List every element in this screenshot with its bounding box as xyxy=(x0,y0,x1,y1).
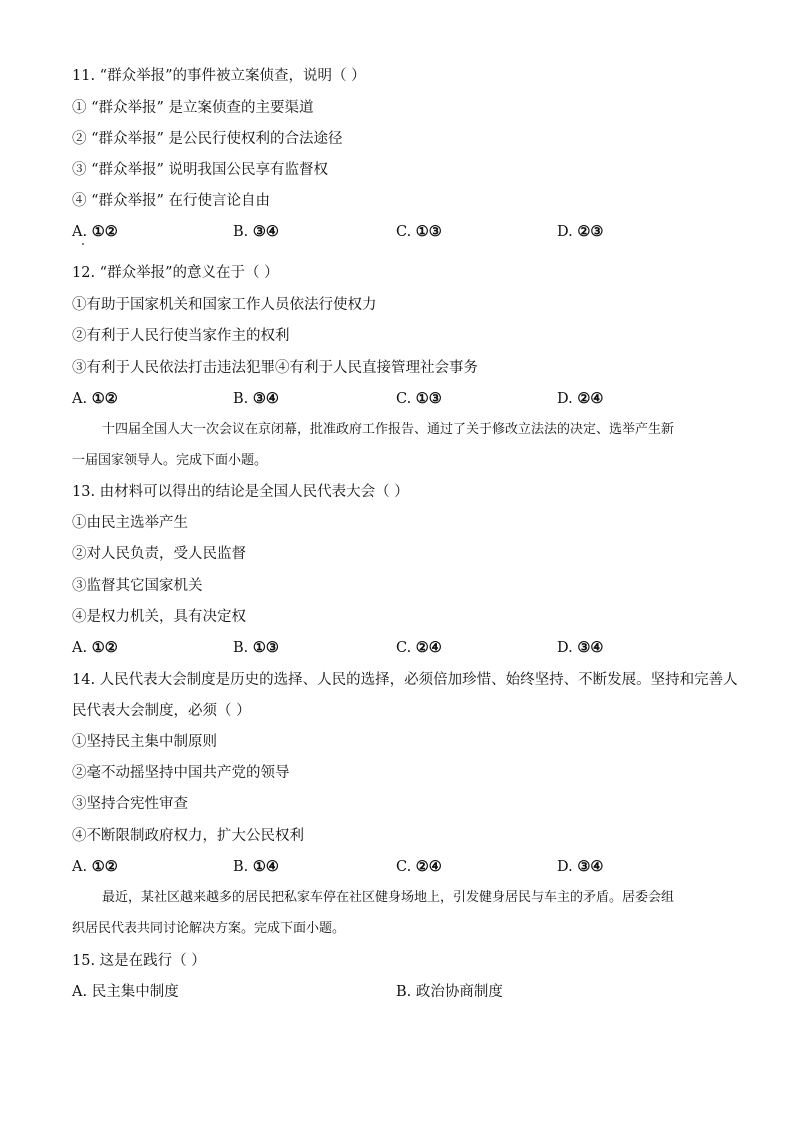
question-13-option-c: C. ②④ xyxy=(396,639,442,656)
question-14-item-1: ①坚持民主集中制原则 xyxy=(72,734,217,750)
question-11-item-2: ② “群众举报” 是公民行使权利的合法途径 xyxy=(72,131,343,147)
question-14-item-4: ④不断限制政府权力，扩大公民权利 xyxy=(72,828,304,844)
question-13-stem: 13. 由材料可以得出的结论是全国人民代表大会（ ） xyxy=(72,484,409,500)
question-14-option-d: D. ③④ xyxy=(557,858,604,875)
question-13-item-4: ④是权力机关，具有决定权 xyxy=(72,609,246,625)
question-14-stem-line-1: 14. 人民代表大会制度是历史的选择、人民的选择，必须倍加珍惜、始终坚持、不断发展。坚持和完善人 xyxy=(72,672,738,688)
question-14-item-3: ③坚持合宪性审查 xyxy=(72,796,188,812)
material-1-line-1: 十四届全国人大一次会议在京闭幕，批准政府工作报告、通过了关于修改立法法的决定、选举产生新 xyxy=(102,422,675,437)
question-11-option-a: A. ①② xyxy=(72,223,118,240)
question-15-stem: 15. 这是在践行（ ） xyxy=(72,953,206,969)
question-12-option-c: C. ①③ xyxy=(396,390,442,407)
material-1-line-2: 一届国家领导人。完成下面小题。 xyxy=(72,453,268,468)
question-13-item-1: ①由民主选举产生 xyxy=(72,515,188,531)
question-11-stem: 11. “群众举报”的事件被立案侦查，说明（ ） xyxy=(72,68,366,84)
question-13-item-3: ③监督其它国家机关 xyxy=(72,578,203,594)
question-11-option-c: C. ①③ xyxy=(396,223,442,240)
question-12-item-3: ③有利于人民依法打击违法犯罪④有利于人民直接管理社会事务 xyxy=(72,360,478,376)
question-11-item-4: ④ “群众举报” 在行使言论自由 xyxy=(72,193,271,209)
question-15-option-a: A. 民主集中制度 xyxy=(72,984,179,1000)
question-12-item-2: ②有利于人民行使当家作主的权利 xyxy=(72,328,290,344)
question-14-option-c: C. ②④ xyxy=(396,858,442,875)
question-11-item-1: ① “群众举报” 是立案侦查的主要渠道 xyxy=(72,100,314,116)
question-13-item-2: ②对人民负责，受人民监督 xyxy=(72,546,246,562)
question-15-option-b: B. 政治协商制度 xyxy=(396,984,503,1000)
question-12-item-1: ①有助于国家机关和国家工作人员依法行使权力 xyxy=(72,297,377,313)
question-13-option-b: B. ①③ xyxy=(233,639,279,656)
question-13-option-a: A. ①② xyxy=(72,639,118,656)
question-11-option-b: B. ③④ xyxy=(233,223,279,240)
question-12-option-b: B. ③④ xyxy=(233,390,279,407)
question-11-item-3: ③ “群众举报” 说明我国公民享有监督权 xyxy=(72,162,329,178)
stray-dot xyxy=(82,243,84,245)
material-2-line-2: 织居民代表共同讨论解决方案。完成下面小题。 xyxy=(72,921,346,936)
question-12-option-a: A. ①② xyxy=(72,390,118,407)
question-12-stem: 12. “群众举报”的意义在于（ ） xyxy=(72,265,279,281)
question-12-option-d: D. ②④ xyxy=(557,390,604,407)
question-14-option-b: B. ①④ xyxy=(233,858,279,875)
question-11-option-d: D. ②③ xyxy=(557,223,604,240)
question-13-option-d: D. ③④ xyxy=(557,639,604,656)
material-2-line-1: 最近，某社区越来越多的居民把私家车停在社区健身场地上，引发健身居民与车主的矛盾。居委会组 xyxy=(102,890,675,905)
question-14-stem-line-2: 民代表大会制度，必须（ ） xyxy=(72,703,251,719)
question-14-option-a: A. ①② xyxy=(72,858,118,875)
question-14-item-2: ②毫不动摇坚持中国共产党的领导 xyxy=(72,765,290,781)
